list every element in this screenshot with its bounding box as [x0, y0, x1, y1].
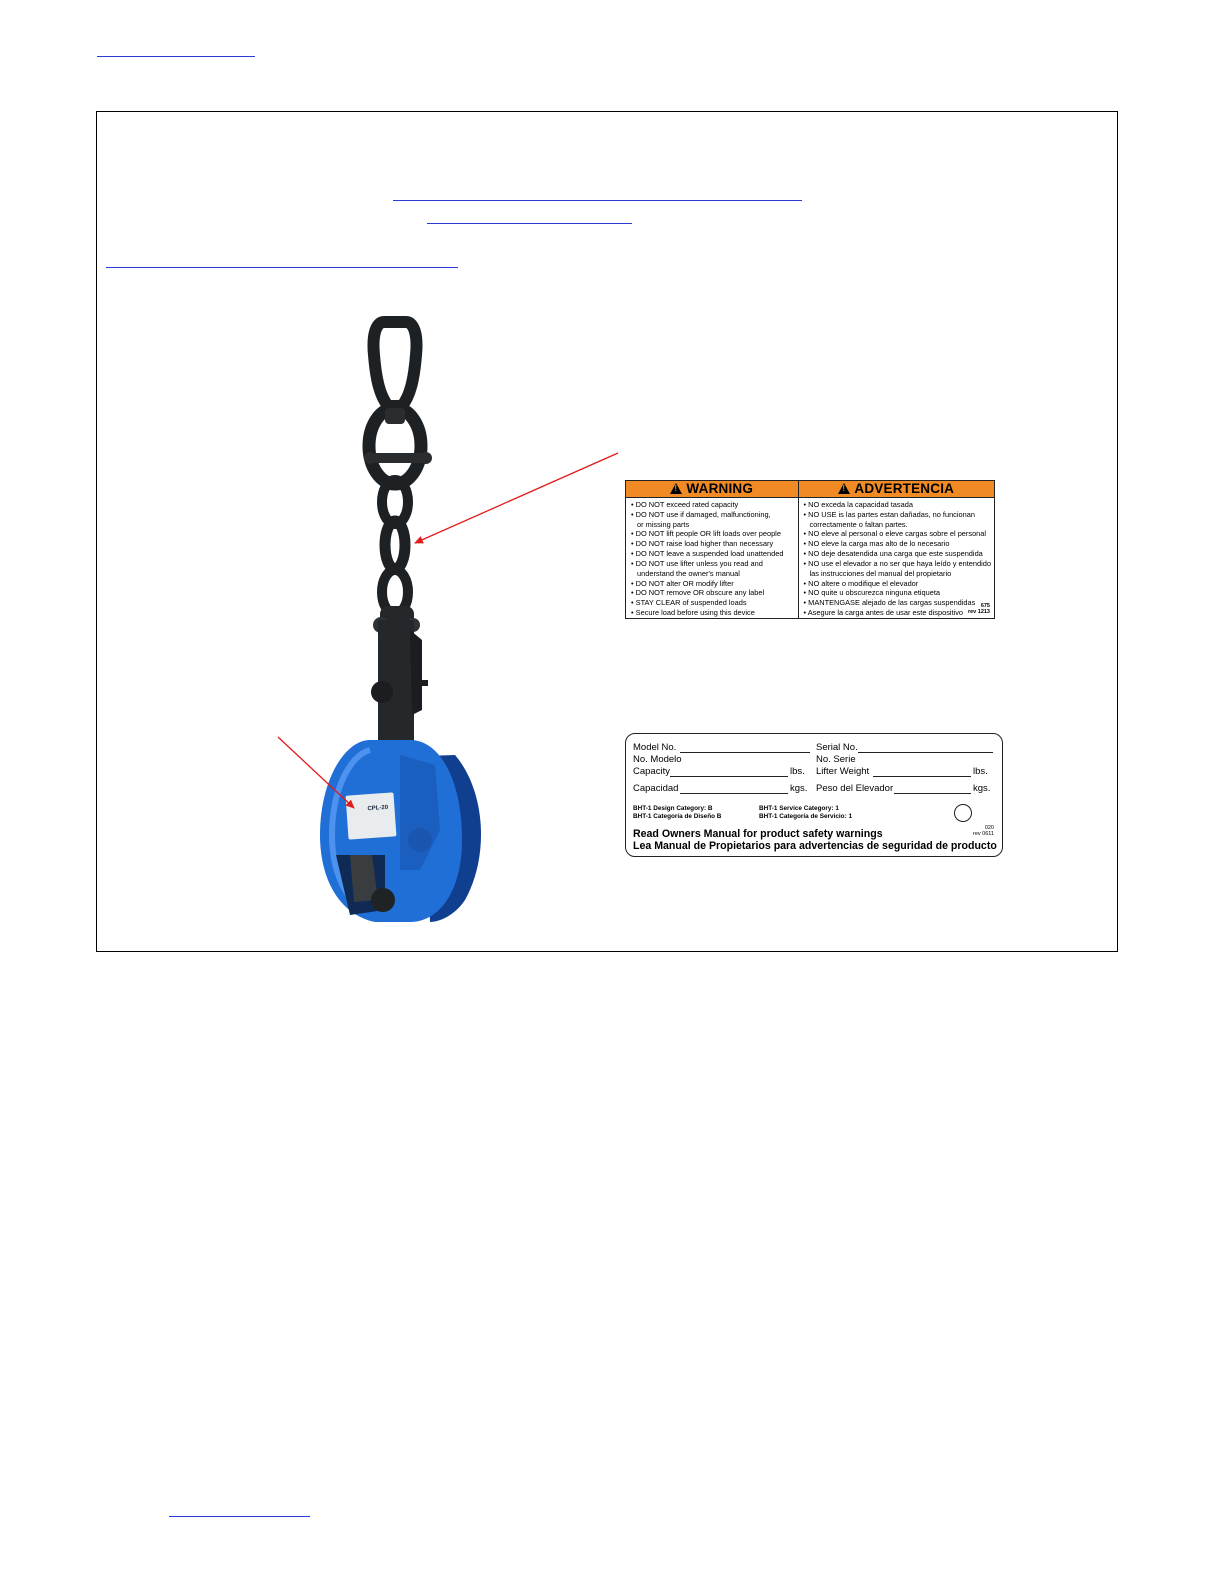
capacidad-line: [680, 793, 788, 794]
serial-no-line: [858, 752, 993, 753]
peso-label: Peso del Elevador: [816, 783, 894, 794]
lifter-weight-label: Lifter Weight: [816, 766, 870, 777]
serial-label-code: 020 rev 0611: [973, 825, 994, 837]
model-no-label: Model No.: [633, 742, 677, 753]
warning-item: • STAY CLEAR of suspended loads: [631, 598, 747, 608]
warning-item: • NO eleve al personal o eleve cargas sobre el personal: [803, 529, 987, 539]
peso-line: [894, 793, 971, 794]
no-serie-label: No. Serie: [816, 754, 856, 765]
capacidad-unit: kgs.: [790, 783, 808, 794]
warning-spanish-column: [798, 481, 995, 618]
warning-label-code: 675 rev 1213: [967, 603, 990, 615]
warning-item: • DO NOT use lifter unless you read and: [631, 558, 763, 568]
capacity-unit: lbs.: [790, 766, 805, 777]
serial-label-arrow: [278, 737, 354, 808]
advertencia-triangle-icon: [838, 483, 850, 494]
warning-item: • MANTENGASE alejado de las cargas suspendidas: [803, 598, 976, 608]
warning-item: • NO exceda la capacidad tasada: [803, 499, 913, 509]
warning-item: • Asegure la carga antes de usar este dispositivo: [803, 608, 964, 618]
warning-title: WARNING: [686, 481, 754, 497]
capacity-line: [670, 776, 788, 777]
read-manual-en: Read Owners Manual for product safety warnings: [633, 828, 883, 840]
inspection-circle: [954, 804, 972, 822]
footer-link[interactable]: [169, 1516, 310, 1517]
service-category-en: BHT-1 Service Category: 1: [759, 805, 839, 812]
serial-label: [625, 733, 1003, 857]
warning-item: • DO NOT use if damaged, malfunctioning,: [631, 509, 771, 519]
warning-item: • NO use el elevador a no ser que haya leído y entendido: [803, 558, 991, 568]
design-category-en: BHT-1 Design Category: B: [633, 805, 713, 812]
model-no-line: [680, 752, 810, 753]
warning-spanish-list: [799, 500, 995, 618]
warning-item: • DO NOT leave a suspended load unattended: [631, 549, 784, 559]
capacidad-label: Capacidad: [633, 783, 679, 794]
warning-item: • DO NOT raise load higher than necessary: [631, 539, 774, 549]
peso-unit: kgs.: [973, 783, 991, 794]
warning-item: • DO NOT lift people OR lift loads over people: [631, 529, 781, 539]
warning-item: correctamente o faltan partes.: [809, 519, 908, 529]
warning-item: • NO altere o modifique el elevador: [803, 578, 919, 588]
advertencia-title: ADVERTENCIA: [854, 481, 955, 497]
warning-item: • NO USE is las partes estan dañadas, no funcionan: [803, 509, 975, 519]
design-category-es: BHT-1 Categoría de Diseño B: [633, 813, 722, 820]
warning-item: las instrucciones del manual del propietario: [809, 568, 952, 578]
warning-item: • DO NOT remove OR obscure any label: [631, 588, 765, 598]
warning-label: [625, 480, 995, 619]
lifter-weight-line: [873, 776, 971, 777]
warning-item: • NO quite u obscurezca ninguna etiqueta: [803, 588, 941, 598]
warning-item: • NO eleve la carga mas alto de lo necesario: [803, 539, 950, 549]
no-modelo-label: No. Modelo: [633, 754, 682, 765]
warning-english-column: [626, 481, 798, 618]
warning-item: understand the owner's manual: [637, 568, 740, 578]
plate-model: CPL-20: [367, 804, 389, 813]
warning-label-arrow: [415, 453, 618, 543]
warning-triangle-icon: [670, 483, 682, 494]
warning-item: • Secure load before using this device: [631, 608, 755, 618]
capacity-label: Capacity: [633, 766, 670, 777]
warning-item: • DO NOT alter OR modify lifter: [631, 578, 734, 588]
warning-english-list: [626, 500, 798, 618]
warning-item: or missing parts: [637, 519, 690, 529]
service-category-es: BHT-1 Categoría de Servicio: 1: [759, 813, 853, 820]
serial-no-label: Serial No.: [816, 742, 858, 753]
lifter-weight-unit: lbs.: [973, 766, 988, 777]
read-manual-es: Lea Manual de Propietarios para advertencias de seguridad de producto: [633, 840, 997, 852]
warning-item: • DO NOT exceed rated capacity: [631, 499, 739, 509]
warning-item: • NO deje desatendida una carga que este suspendida: [803, 549, 983, 559]
